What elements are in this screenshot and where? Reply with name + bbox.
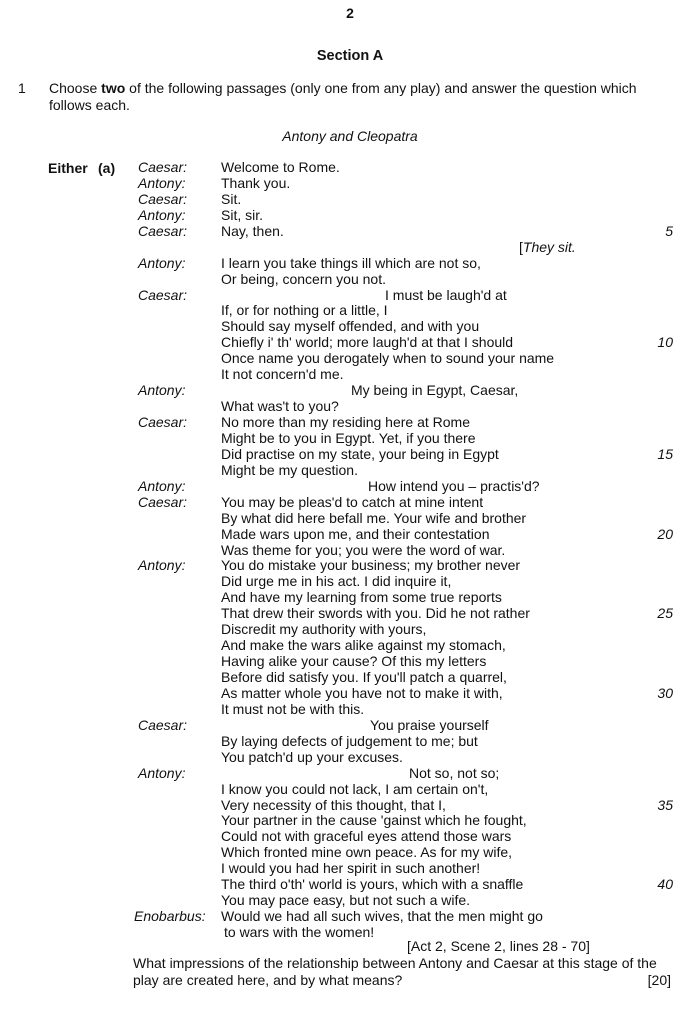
passage-line xyxy=(0,272,700,288)
line-text: Sit, sir. xyxy=(221,206,264,223)
line-number: 10 xyxy=(657,334,673,351)
passage-line xyxy=(0,574,700,590)
speaker-name: Antony: xyxy=(138,254,186,271)
line-text: Sit. xyxy=(221,190,242,207)
passage-line xyxy=(0,319,700,335)
question-prompt: What impressions of the relationship between Antony and Caesar at this stage of the play are created here, and by what means? xyxy=(133,955,657,988)
passage-line xyxy=(0,479,700,495)
play-title: Antony and Cleopatra xyxy=(282,128,418,144)
instruction-emphasis: two xyxy=(101,80,126,96)
speaker-name: Antony: xyxy=(138,477,186,494)
line-text: Might be my question. xyxy=(221,461,358,478)
speaker-name: Caesar: xyxy=(138,159,188,175)
passage-line xyxy=(0,527,700,543)
line-text: Nay, then. xyxy=(221,222,284,239)
passage-line xyxy=(0,463,700,479)
line-text: You may pace easy, but not such a wife. xyxy=(221,892,471,909)
line-text: You patch'd up your excuses. xyxy=(221,748,403,765)
line-text: That drew their swords with you. Did he not rather xyxy=(221,605,530,622)
line-text: Might be to you in Egypt. Yet, if you there xyxy=(221,429,476,446)
marks: [20] xyxy=(647,972,671,988)
line-text: By laying defects of judgement to me; but xyxy=(221,732,478,749)
line-text: Thank you. xyxy=(221,174,291,191)
passage-line xyxy=(0,558,700,574)
line-text: I would you had her spirit in such another! xyxy=(221,860,481,877)
passage-line xyxy=(0,750,700,766)
line-text: Not so, not so; xyxy=(409,764,500,781)
line-text: The third o'th' world is yours, which with a snaffle xyxy=(221,876,524,893)
line-text: And make the wars alike against my stomach, xyxy=(221,637,506,654)
line-text: Which fronted mine own peace. As for my wife, xyxy=(221,844,513,861)
instruction-start: Choose xyxy=(49,80,102,96)
passage-line xyxy=(0,431,700,447)
passage-line xyxy=(0,845,700,861)
line-number: 35 xyxy=(657,796,673,813)
line-text: And have my learning from some true reports xyxy=(221,589,502,606)
line-text: Did practise on my state, your being in Egypt xyxy=(221,445,499,462)
line-text: I learn you take things ill which are not so, xyxy=(221,254,481,271)
passage-line xyxy=(0,176,700,192)
line-text: What was't to you? xyxy=(221,398,339,415)
line-text: Discredit my authority with yours, xyxy=(221,621,427,638)
speaker-name: Antony: xyxy=(138,174,186,191)
line-text: Once name you derogately when to sound your name xyxy=(221,350,555,367)
passage-line xyxy=(0,909,700,925)
passage-line xyxy=(0,670,700,686)
speaker-name: Antony: xyxy=(138,206,186,223)
line-text: Welcome to Rome. xyxy=(221,159,340,175)
line-number: 15 xyxy=(657,445,673,462)
passage-line xyxy=(0,224,700,240)
line-text: Could not with graceful eyes attend those wars xyxy=(221,828,512,845)
passage-line xyxy=(0,654,700,670)
speaker-name: Antony: xyxy=(138,557,186,574)
passage-line xyxy=(0,622,700,638)
passage-reference: [Act 2, Scene 2, lines 28 - 70] xyxy=(407,938,590,954)
passage-line xyxy=(0,702,700,718)
line-text: By what did here befall me. Your wife and brother xyxy=(221,509,527,526)
passage-line xyxy=(0,877,700,893)
speaker-name: Caesar: xyxy=(138,493,188,510)
line-text: I must be laugh'd at xyxy=(385,286,507,303)
speaker-name: Caesar: xyxy=(138,190,188,207)
passage-line xyxy=(0,256,700,272)
passage-line xyxy=(0,288,700,304)
passage-line xyxy=(0,734,700,750)
line-text: It must not be with this. xyxy=(221,700,365,717)
line-number: 5 xyxy=(665,222,673,239)
passage-line xyxy=(0,813,700,829)
passage-line xyxy=(0,160,700,176)
line-text: As matter whole you have not to make it with, xyxy=(221,684,503,701)
line-text: Having alike your cause? Of this my letters xyxy=(221,653,487,670)
line-text: Was theme for you; you were the word of war. xyxy=(221,541,506,558)
line-text: Or being, concern you not. xyxy=(221,270,386,287)
line-number: 25 xyxy=(657,605,673,622)
passage-line xyxy=(0,829,700,845)
line-text: Before did satisfy you. If you'll patch a quarrel, xyxy=(221,669,507,685)
passage-line xyxy=(0,893,700,909)
passage-line xyxy=(0,766,700,782)
passage xyxy=(0,160,700,941)
line-text: No more than my residing here at Rome xyxy=(221,414,470,430)
line-text: You do mistake your business; my brother never xyxy=(221,557,521,574)
line-text: How intend you – practis'd? xyxy=(368,477,540,494)
line-number: 40 xyxy=(657,876,673,893)
passage-line xyxy=(0,335,700,351)
passage-line xyxy=(0,351,700,367)
passage-line xyxy=(0,925,700,941)
question-number: 1 xyxy=(18,80,26,96)
speaker-name: Caesar: xyxy=(138,716,188,733)
line-text: It not concern'd me. xyxy=(221,366,344,383)
passage-line xyxy=(0,638,700,654)
instruction-end: of the following passages (only one from any play) and answer the question which follows each. xyxy=(49,80,637,113)
line-text: Would we had all such wives, that the men might go xyxy=(221,908,543,925)
speaker-name: Caesar: xyxy=(138,286,188,303)
passage-line xyxy=(0,782,700,798)
speaker-name: Antony: xyxy=(138,382,186,399)
line-text: Your partner in the cause 'gainst which he fought, xyxy=(221,812,527,829)
passage-line xyxy=(0,543,700,559)
stage-direction: [They sit. xyxy=(519,238,576,255)
option-label: (a) xyxy=(98,160,116,176)
line-text: If, or for nothing or a little, I xyxy=(221,302,388,319)
line-text: I know you could not lack, I am certain on't, xyxy=(221,780,489,797)
speaker-name: Antony: xyxy=(138,764,186,781)
passage-line xyxy=(0,798,700,814)
passage-line xyxy=(0,606,700,622)
passage-line xyxy=(0,383,700,399)
passage-line xyxy=(0,192,700,208)
line-text: to wars with the women! xyxy=(224,924,375,940)
passage-line xyxy=(0,415,700,431)
passage-line xyxy=(0,590,700,606)
line-text: Very necessity of this thought, that I, xyxy=(221,796,446,813)
speaker-name: Caesar: xyxy=(138,414,188,430)
passage-line xyxy=(0,303,700,319)
line-text: Did urge me in his act. I did inquire it, xyxy=(221,573,452,590)
speaker-name: Enobarbus: xyxy=(134,908,206,925)
passage-line xyxy=(0,447,700,463)
passage-line xyxy=(0,399,700,415)
passage-line xyxy=(0,367,700,383)
line-text: Made wars upon me, and their contestation xyxy=(221,525,490,542)
passage-line xyxy=(0,511,700,527)
passage-line xyxy=(0,861,700,877)
line-text: My being in Egypt, Caesar, xyxy=(351,382,519,399)
either-label: Either xyxy=(48,160,88,176)
passage-line xyxy=(0,495,700,511)
passage-line xyxy=(0,718,700,734)
passage-line xyxy=(0,208,700,224)
line-text: Should say myself offended, and with you xyxy=(221,318,480,335)
line-text: You praise yourself xyxy=(370,716,489,733)
section-title: Section A xyxy=(316,48,384,64)
line-number: 30 xyxy=(657,684,673,701)
line-text: Chiefly i' th' world; more laugh'd at that I should xyxy=(221,334,514,351)
line-text: You may be pleas'd to catch at mine intent xyxy=(221,493,484,510)
speaker-name: Caesar: xyxy=(138,222,188,239)
passage-line xyxy=(0,240,700,256)
passage-line xyxy=(0,686,700,702)
page-number: 2 xyxy=(346,5,354,21)
line-number: 20 xyxy=(657,525,673,542)
question-instruction xyxy=(49,80,679,114)
